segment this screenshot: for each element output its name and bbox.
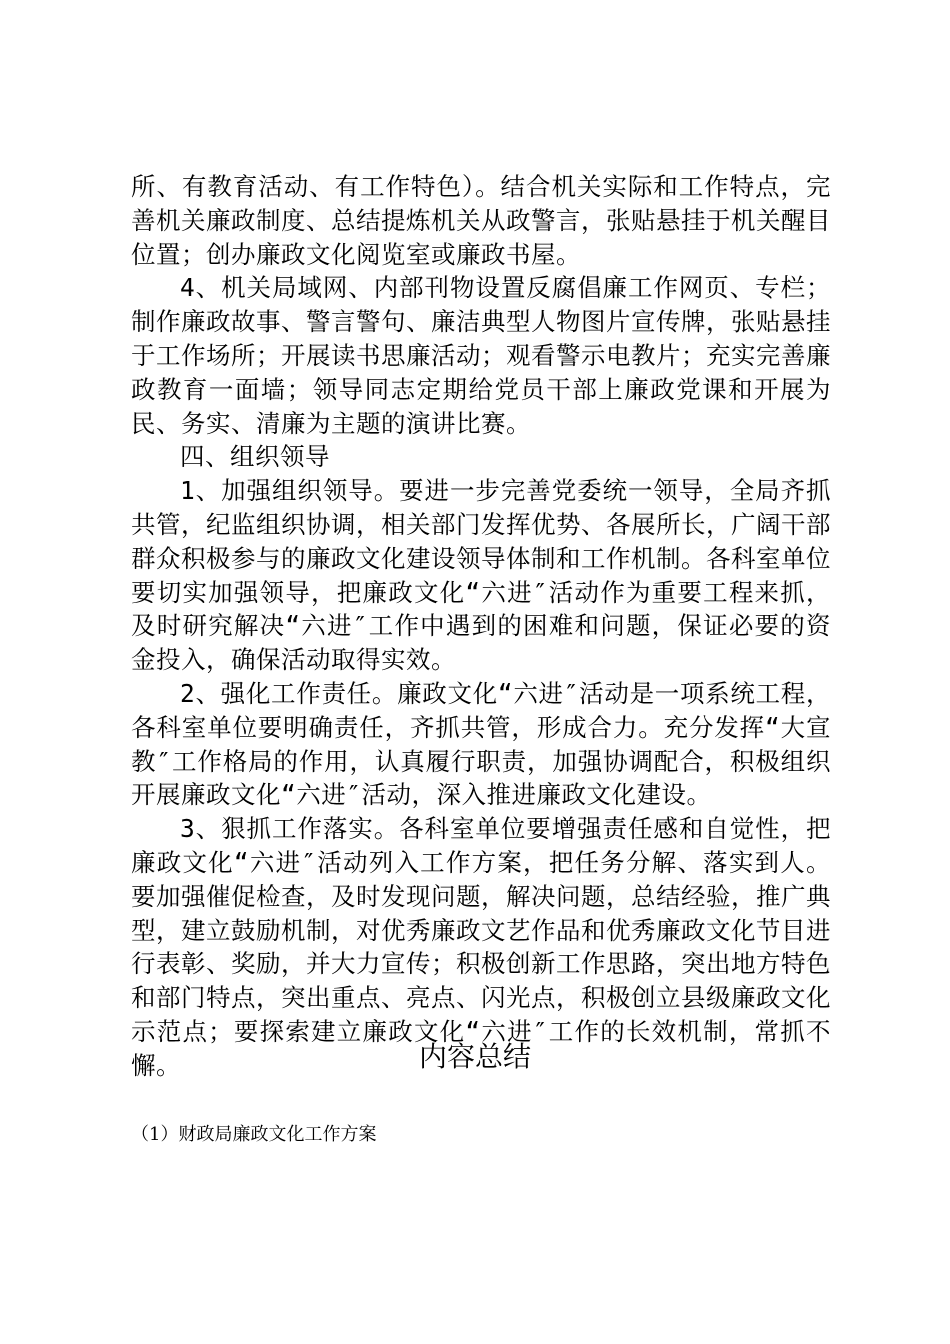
paragraph-continuation: 所、有教育活动、有工作特色）。结合机关实际和工作特点，完善机关廉政制度、总结提炼机关从政警言，张贴悬挂于机关醒目位置；创办廉政文化阅览室或廉政书屋。 xyxy=(131,172,831,269)
paragraph-item-1: 1、加强组织领导。要进一步完善党委统一领导，全局齐抓共管，纪监组织协调，相关部门发挥优势、各展所长，广阔干部群众积极参与的廉政文化建设领导体制和工作机制。各科室单位要切实加强领导，把廉政文化“六进″活动作为重要工程来抓，及时研究解决“六进″工作中遇到的困难和问题，保证必要的资金投入，确保活动取得实效。 xyxy=(131,476,831,675)
paragraph-item-2: 2、强化工作责任。廉政文化“六进″活动是一项系统工程，各科室单位要明确责任，齐抓共管，形成合力。充分发挥“大宣教″工作格局的作用，认真履行职责，加强协调配合，积极组织开展廉政文化“六进″活动，深入推进廉政文化建设。 xyxy=(131,678,831,810)
section-heading-organization: 四、组织领导 xyxy=(180,442,330,472)
document-body xyxy=(131,170,831,1083)
paragraph-item-3: 3、狠抓工作落实。各科室单位要增强责任感和自觉性，把廉政文化“六进″活动列入工作方案，把任务分解、落实到人。要加强催促检查，及时发现问题，解决问题，总结经验，推广典型，建立鼓励机制，对优秀廉政文艺作品和优秀廉政文化节目进行表彰、奖励，并大力宣传；积极创新工作思路，突出地方特色和部门特点，突出重点、亮点、闪光点，积极创立县级廉政文化示范点；要探索建立廉政文化“六进″工作的长效机制，常抓不懈。 xyxy=(131,814,831,1080)
paragraph-item-4: 4、机关局域网、内部刊物设置反腐倡廉工作网页、专栏；制作廉政故事、警言警句、廉洁典型人物图片宣传牌，张贴悬挂于工作场所；开展读书思廉活动；观看警示电教片；充实完善廉政教育一面墙；领导同志定期给党员干部上廉政党课和开展为民、务实、清廉为主题的演讲比赛。 xyxy=(131,273,831,438)
summary-item: （1）财政局廉政文化工作方案 xyxy=(131,1124,377,1145)
summary-title: 内容总结 xyxy=(418,1040,531,1073)
